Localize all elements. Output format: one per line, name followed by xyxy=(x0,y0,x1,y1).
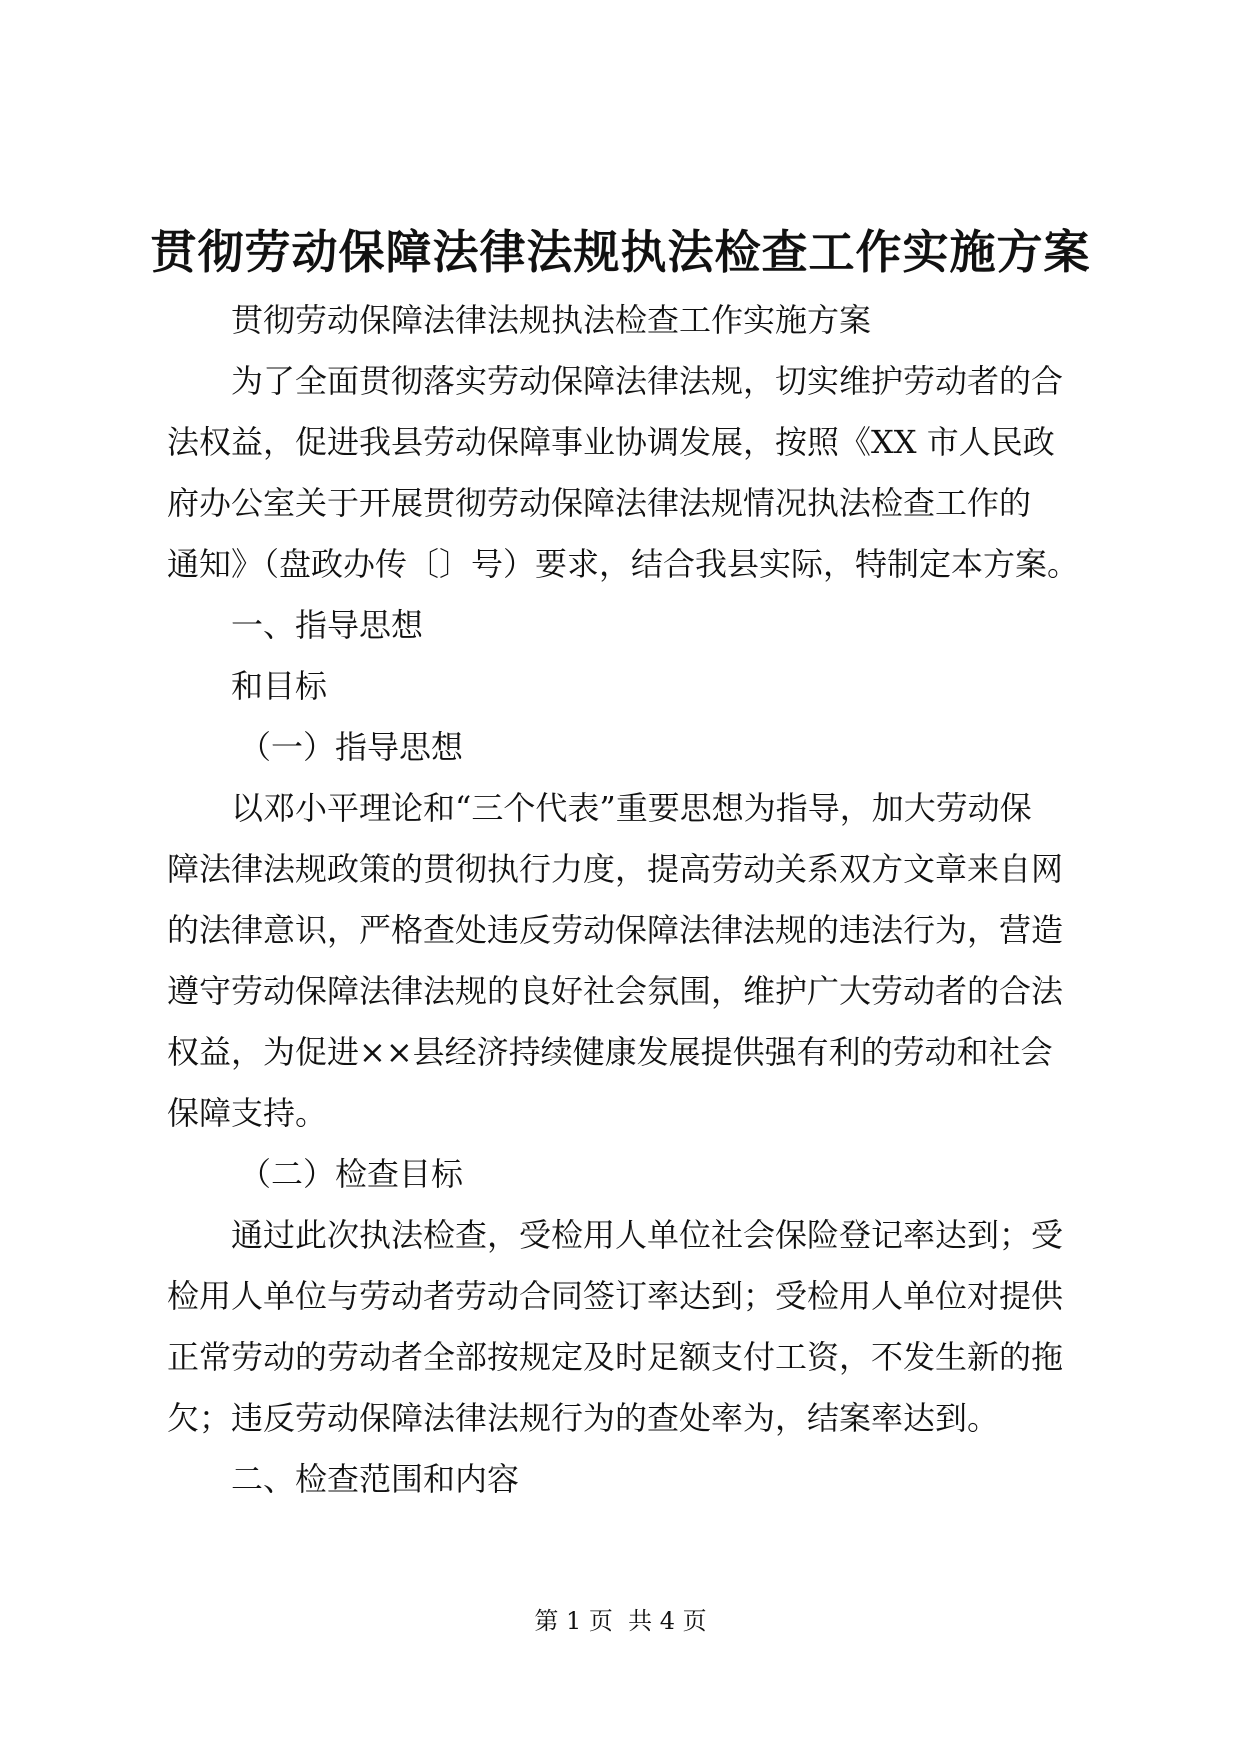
section-heading: 一、指导思想 xyxy=(231,606,424,644)
page-footer xyxy=(0,1606,1241,1636)
body-line: 以邓小平理论和“三个代表”重要思想为指导，加大劳动保 xyxy=(231,789,1032,827)
body-line: 检用人单位与劳动者劳动合同签订率达到；受检用人单位对提供 xyxy=(167,1277,1064,1315)
page-number-label: 第 1 页 共 4 页 xyxy=(534,1607,707,1635)
body-line: 正常劳动的劳动者全部按规定及时足额支付工资，不发生新的拖 xyxy=(167,1338,1064,1376)
subsection-heading: （二）检查目标 xyxy=(239,1155,464,1193)
body-line: 保障支持。 xyxy=(167,1094,328,1132)
body-line: 的法律意识，严格查处违反劳动保障法律法规的违法行为，营造 xyxy=(167,911,1064,949)
body-line: 通知》（盘政办传〔〕号）要求，结合我县实际，特制定本方案。 xyxy=(167,545,1080,583)
document-title: 贯彻劳动保障法律法规执法检查工作实施方案 xyxy=(150,225,1091,279)
body-line: 法权益，促进我县劳动保障事业协调发展，按照《XX 市人民政 xyxy=(167,423,1055,461)
body-line: 和目标 xyxy=(231,667,328,705)
body-line: 欠；违反劳动保障法律法规行为的查处率为，结案率达到。 xyxy=(167,1399,1000,1437)
body-line: 权益，为促进××县经济持续健康发展提供强有利的劳动和社会 xyxy=(167,1033,1053,1071)
body-line: 府办公室关于开展贯彻劳动保障法律法规情况执法检查工作的 xyxy=(167,484,1032,522)
body-line: 遵守劳动保障法律法规的良好社会氛围，维护广大劳动者的合法 xyxy=(167,972,1064,1010)
body-line: 通过此次执法检查，受检用人单位社会保险登记率达到；受 xyxy=(231,1216,1064,1254)
subsection-heading: （一）指导思想 xyxy=(239,728,464,766)
section-heading: 二、检查范围和内容 xyxy=(231,1460,520,1498)
body-line: 贯彻劳动保障法律法规执法检查工作实施方案 xyxy=(231,301,872,339)
body-line: 障法律法规政策的贯彻执行力度，提高劳动关系双方文章来自网 xyxy=(167,850,1064,888)
document-body xyxy=(167,290,1079,1510)
body-line: 为了全面贯彻落实劳动保障法律法规，切实维护劳动者的合 xyxy=(231,362,1064,400)
